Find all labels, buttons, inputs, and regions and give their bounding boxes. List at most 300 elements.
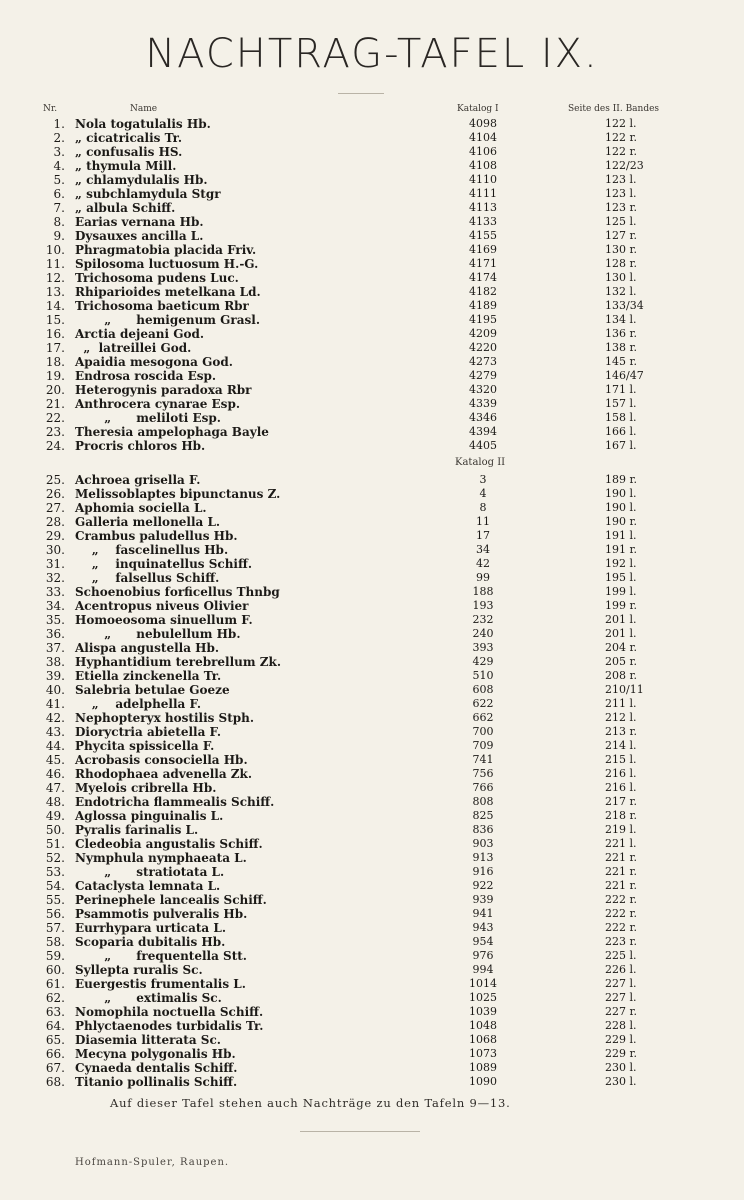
table-row — [0, 669, 744, 683]
page-reference: 229 r. — [605, 1047, 638, 1060]
species-name: Myelois cribrella Hb. — [75, 781, 217, 795]
katalog-number: 1090 — [469, 1075, 497, 1088]
katalog-number: 4110 — [469, 173, 497, 186]
table-row — [0, 369, 744, 383]
footer-divider — [300, 1131, 420, 1132]
row-number: 29. — [45, 529, 65, 543]
row-number: 21. — [45, 397, 65, 411]
katalog-number: 4394 — [469, 425, 497, 438]
row-number: 34. — [45, 599, 65, 613]
species-name: „ nebulellum Hb. — [75, 627, 241, 641]
row-number: 53. — [45, 865, 65, 879]
page-reference: 227 r. — [605, 1005, 638, 1018]
page-reference: 145 r. — [605, 355, 638, 368]
species-name: Heterogynis paradoxa Rbr — [75, 383, 252, 397]
katalog-number: 913 — [472, 851, 494, 864]
row-number: 58. — [45, 935, 65, 949]
species-name: „ adelphella F. — [75, 697, 201, 711]
katalog-number: 622 — [472, 697, 494, 710]
species-name: Diasemia litterata Sc. — [75, 1033, 221, 1047]
page-reference: 226 l. — [605, 963, 637, 976]
row-number: 32. — [45, 571, 65, 585]
katalog-number: 4320 — [469, 383, 497, 396]
katalog-number: 17 — [476, 529, 490, 542]
katalog-number: 4220 — [469, 341, 497, 354]
species-name: Melissoblaptes bipunctanus Z. — [75, 487, 281, 501]
katalog-number: 4155 — [469, 229, 497, 242]
species-name: „ extimalis Sc. — [75, 991, 222, 1005]
species-name: „ chlamydulalis Hb. — [75, 173, 208, 187]
page-reference: 125 l. — [605, 215, 637, 228]
table-row — [0, 725, 744, 739]
header-katalog: Katalog I — [457, 104, 499, 114]
row-number: 41. — [45, 697, 65, 711]
katalog-number: 1089 — [469, 1061, 497, 1074]
species-name: Acrobasis consociella Hb. — [75, 753, 248, 767]
species-name: Rhodophaea advenella Zk. — [75, 767, 253, 781]
table-row — [0, 921, 744, 935]
row-number: 14. — [45, 299, 65, 313]
table-row — [0, 411, 744, 425]
row-number: 8. — [53, 215, 65, 229]
species-name: „ cicatricalis Tr. — [75, 131, 183, 145]
table-row — [0, 683, 744, 697]
table-row — [0, 851, 744, 865]
table-row — [0, 1047, 744, 1061]
katalog-number: 99 — [476, 571, 490, 584]
row-number: 13. — [45, 285, 65, 299]
katalog-number: 8 — [479, 501, 487, 514]
row-number: 43. — [45, 725, 65, 739]
katalog-number: 4209 — [469, 327, 497, 340]
row-number: 5. — [53, 173, 65, 187]
page-reference: 191 l. — [605, 529, 637, 542]
table-row — [0, 879, 744, 893]
title-divider — [338, 93, 384, 94]
table-row — [0, 977, 744, 991]
row-number: 37. — [45, 641, 65, 655]
table-row — [0, 949, 744, 963]
page-reference: 221 l. — [605, 837, 637, 850]
species-name: „ latreillei God. — [75, 341, 192, 355]
table-row — [0, 215, 744, 229]
row-number: 23. — [45, 425, 65, 439]
species-name: Titanio pollinalis Schiff. — [75, 1075, 238, 1089]
species-name: Alispa angustella Hb. — [75, 641, 220, 655]
species-name: „ albula Schiff. — [75, 201, 176, 215]
row-number: 19. — [45, 369, 65, 383]
page-reference: 190 r. — [605, 515, 638, 528]
page-reference: 216 l. — [605, 781, 637, 794]
species-name: Eurrhypara urticata L. — [75, 921, 226, 935]
species-name: Cataclysta lemnata L. — [75, 879, 221, 893]
table-row — [0, 397, 744, 411]
page-reference: 223 r. — [605, 935, 638, 948]
katalog-number: 34 — [476, 543, 490, 556]
species-name: Mecyna polygonalis Hb. — [75, 1047, 236, 1061]
page-reference: 221 r. — [605, 865, 638, 878]
species-name: Trichosoma baeticum Rbr — [75, 299, 249, 313]
species-name: Rhiparioides metelkana Ld. — [75, 285, 261, 299]
table-row — [0, 963, 744, 977]
katalog-number: 976 — [472, 949, 494, 962]
table-row — [0, 697, 744, 711]
katalog-number: 4113 — [469, 201, 497, 214]
row-number: 47. — [45, 781, 65, 795]
species-name: „ subchlamydula Stgr — [75, 187, 221, 201]
page-reference: 225 l. — [605, 949, 637, 962]
species-name: „ thymula Mill. — [75, 159, 177, 173]
species-name: Euergestis frumentalis L. — [75, 977, 246, 991]
table-row — [0, 543, 744, 557]
katalog-number: 1048 — [469, 1019, 497, 1032]
row-number: 1. — [53, 117, 65, 131]
species-name: Earias vernana Hb. — [75, 215, 204, 229]
katalog-number: 922 — [472, 879, 494, 892]
page-reference: 122 l. — [605, 117, 637, 130]
page-reference: 199 r. — [605, 599, 638, 612]
row-number: 52. — [45, 851, 65, 865]
katalog-number: 943 — [472, 921, 494, 934]
katalog-number: 429 — [472, 655, 494, 668]
page-reference: 218 r. — [605, 809, 638, 822]
page-reference: 128 r. — [605, 257, 638, 270]
table-row — [0, 159, 744, 173]
header-name: Name — [130, 104, 158, 114]
katalog-number: 4182 — [469, 285, 497, 298]
row-number: 4. — [53, 159, 65, 173]
page-reference: 122/23 — [605, 159, 644, 172]
row-number: 38. — [45, 655, 65, 669]
katalog-number: 903 — [472, 837, 494, 850]
row-number: 66. — [45, 1047, 65, 1061]
katalog-number: 4195 — [469, 313, 497, 326]
katalog-number: 42 — [476, 557, 490, 570]
row-number: 45. — [45, 753, 65, 767]
species-name: Perinephele lancealis Schiff. — [75, 893, 267, 907]
katalog-number: 1068 — [469, 1033, 497, 1046]
page-reference: 138 r. — [605, 341, 638, 354]
katalog-number: 232 — [472, 613, 494, 626]
species-table — [0, 117, 744, 1089]
species-name: „ fascelinellus Hb. — [75, 543, 229, 557]
table-row — [0, 271, 744, 285]
katalog-number: 393 — [472, 641, 494, 654]
table-row — [0, 557, 744, 571]
page-reference: 214 l. — [605, 739, 637, 752]
table-row — [0, 655, 744, 669]
table-row — [0, 809, 744, 823]
katalog-number: 4174 — [469, 271, 497, 284]
page-reference: 195 l. — [605, 571, 637, 584]
species-name: „ frequentella Stt. — [75, 949, 247, 963]
table-row — [0, 1075, 744, 1089]
katalog-number: 662 — [472, 711, 494, 724]
page-reference: 130 r. — [605, 243, 638, 256]
page-reference: 221 r. — [605, 879, 638, 892]
species-name: „ meliloti Esp. — [75, 411, 221, 425]
row-number: 15. — [45, 313, 65, 327]
table-row — [0, 767, 744, 781]
row-number: 63. — [45, 1005, 65, 1019]
katalog-number: 4133 — [469, 215, 497, 228]
page-reference: 123 r. — [605, 201, 638, 214]
table-row — [0, 285, 744, 299]
species-name: Dysauxes ancilla L. — [75, 229, 204, 243]
row-number: 55. — [45, 893, 65, 907]
species-name: Nomophila noctuella Schiff. — [75, 1005, 264, 1019]
katalog-number: 240 — [472, 627, 494, 640]
katalog-number: 188 — [472, 585, 494, 598]
species-name: Arctia dejeani God. — [75, 327, 205, 341]
page-reference: 205 r. — [605, 655, 638, 668]
page-reference: 227 l. — [605, 977, 637, 990]
katalog-number: 1014 — [469, 977, 497, 990]
table-row — [0, 865, 744, 879]
table-row — [0, 711, 744, 725]
page-reference: 130 l. — [605, 271, 637, 284]
page-reference: 190 l. — [605, 501, 637, 514]
row-number: 26. — [45, 487, 65, 501]
katalog-number: 700 — [472, 725, 494, 738]
page-reference: 221 r. — [605, 851, 638, 864]
species-name: Endotricha flammealis Schiff. — [75, 795, 275, 809]
katalog-number: 4279 — [469, 369, 497, 382]
subheader-katalog-2: Katalog II — [455, 457, 506, 468]
katalog-number: 4106 — [469, 145, 497, 158]
katalog-number: 1025 — [469, 991, 497, 1004]
page-reference: 216 l. — [605, 767, 637, 780]
katalog-number: 941 — [472, 907, 494, 920]
species-name: Cledeobia angustalis Schiff. — [75, 837, 263, 851]
katalog-number: 4 — [479, 487, 487, 500]
row-number: 3. — [53, 145, 65, 159]
row-number: 35. — [45, 613, 65, 627]
row-number: 36. — [45, 627, 65, 641]
table-row — [0, 893, 744, 907]
species-name: Schoenobius forficellus Thnbg — [75, 585, 280, 599]
katalog-number: 4339 — [469, 397, 497, 410]
row-number: 59. — [45, 949, 65, 963]
page-reference: 123 l. — [605, 187, 637, 200]
footnote: Auf dieser Tafel stehen auch Nachträge zu den Tafeln 9—13. — [110, 1096, 511, 1110]
page-reference: 201 l. — [605, 627, 637, 640]
species-name: „ stratiotata L. — [75, 865, 225, 879]
species-name: „ inquinatellus Schiff. — [75, 557, 253, 571]
row-number: 16. — [45, 327, 65, 341]
row-number: 51. — [45, 837, 65, 851]
table-row — [0, 439, 744, 453]
species-name: „ confusalis HS. — [75, 145, 183, 159]
row-number: 54. — [45, 879, 65, 893]
species-name: Nephopteryx hostilis Stph. — [75, 711, 255, 725]
page-reference: 134 l. — [605, 313, 637, 326]
page-reference: 123 l. — [605, 173, 637, 186]
katalog-number: 11 — [476, 515, 490, 528]
species-name: Nymphula nymphaeata L. — [75, 851, 247, 865]
row-number: 42. — [45, 711, 65, 725]
species-name: Phragmatobia placida Friv. — [75, 243, 257, 257]
katalog-number: 756 — [472, 767, 494, 780]
row-number: 17. — [45, 341, 65, 355]
table-row — [0, 613, 744, 627]
table-row — [0, 501, 744, 515]
row-number: 27. — [45, 501, 65, 515]
row-number: 40. — [45, 683, 65, 697]
page-reference: 208 r. — [605, 669, 638, 682]
row-number: 25. — [45, 473, 65, 487]
row-number: 31. — [45, 557, 65, 571]
species-name: Crambus paludellus Hb. — [75, 529, 238, 543]
table-row — [0, 327, 744, 341]
row-number: 7. — [53, 201, 65, 215]
row-number: 30. — [45, 543, 65, 557]
row-number: 61. — [45, 977, 65, 991]
table-row — [0, 355, 744, 369]
table-row — [0, 341, 744, 355]
row-number: 39. — [45, 669, 65, 683]
page-title: NACHTRAG-TAFEL IX. — [145, 31, 599, 77]
katalog-number: 836 — [472, 823, 494, 836]
page-reference: 204 r. — [605, 641, 638, 654]
table-row — [0, 187, 744, 201]
table-row — [0, 585, 744, 599]
species-name: Acentropus niveus Olivier — [75, 599, 249, 613]
page-reference: 189 r. — [605, 473, 638, 486]
katalog-number: 4405 — [469, 439, 497, 452]
species-name: Apaidia mesogona God. — [75, 355, 233, 369]
row-number: 49. — [45, 809, 65, 823]
table-row — [0, 627, 744, 641]
table-row — [0, 487, 744, 501]
table-row — [0, 599, 744, 613]
table-row — [0, 935, 744, 949]
katalog-number: 741 — [472, 753, 494, 766]
table-row — [0, 1005, 744, 1019]
row-number: 11. — [45, 257, 65, 271]
table-row — [0, 781, 744, 795]
row-number: 56. — [45, 907, 65, 921]
row-number: 18. — [45, 355, 65, 369]
species-name: Endrosa roscida Esp. — [75, 369, 217, 383]
page-reference: 210/11 — [605, 683, 644, 696]
katalog-number: 193 — [472, 599, 494, 612]
species-name: Anthrocera cynarae Esp. — [75, 397, 241, 411]
row-number: 65. — [45, 1033, 65, 1047]
page-reference: 157 l. — [605, 397, 637, 410]
katalog-number: 954 — [472, 935, 494, 948]
page-reference: 136 r. — [605, 327, 638, 340]
species-name: Psammotis pulveralis Hb. — [75, 907, 248, 921]
page-reference: 222 r. — [605, 921, 638, 934]
credit: Hofmann-Spuler, Raupen. — [75, 1157, 230, 1168]
page-reference: 201 l. — [605, 613, 637, 626]
species-name: Dioryctria abietella F. — [75, 725, 222, 739]
species-name: Nola togatulalis Hb. — [75, 117, 211, 131]
katalog-number: 1073 — [469, 1047, 497, 1060]
table-row — [0, 641, 744, 655]
katalog-number: 825 — [472, 809, 494, 822]
table-row — [0, 131, 744, 145]
species-name: Procris chloros Hb. — [75, 439, 206, 453]
page-reference: 222 r. — [605, 907, 638, 920]
katalog-number: 4189 — [469, 299, 497, 312]
page-reference: 146/47 — [605, 369, 644, 382]
table-row — [0, 457, 744, 487]
table-row — [0, 823, 744, 837]
row-number: 46. — [45, 767, 65, 781]
row-number: 28. — [45, 515, 65, 529]
row-number: 9. — [53, 229, 65, 243]
row-number: 50. — [45, 823, 65, 837]
page-reference: 215 l. — [605, 753, 637, 766]
page-reference: 228 l. — [605, 1019, 637, 1032]
page-reference: 171 l. — [605, 383, 637, 396]
page-reference: 122 r. — [605, 131, 638, 144]
species-name: Trichosoma pudens Luc. — [75, 271, 239, 285]
page-reference: 212 l. — [605, 711, 637, 724]
species-name: Pyralis farinalis L. — [75, 823, 199, 837]
table-row — [0, 795, 744, 809]
page-reference: 132 l. — [605, 285, 637, 298]
page-reference: 199 l. — [605, 585, 637, 598]
row-number: 24. — [45, 439, 65, 453]
row-number: 67. — [45, 1061, 65, 1075]
katalog-number: 3 — [479, 473, 487, 486]
table-row — [0, 313, 744, 327]
table-row — [0, 299, 744, 313]
species-name: Cynaeda dentalis Schiff. — [75, 1061, 238, 1075]
katalog-number: 4346 — [469, 411, 497, 424]
katalog-number: 4169 — [469, 243, 497, 256]
species-name: Aglossa pinguinalis L. — [75, 809, 224, 823]
table-row — [0, 1033, 744, 1047]
row-number: 62. — [45, 991, 65, 1005]
species-name: Salebria betulae Goeze — [75, 683, 230, 697]
species-name: Phlyctaenodes turbidalis Tr. — [75, 1019, 264, 1033]
katalog-number: 808 — [472, 795, 494, 808]
page-reference: 190 l. — [605, 487, 637, 500]
row-number: 48. — [45, 795, 65, 809]
table-row — [0, 173, 744, 187]
katalog-number: 608 — [472, 683, 494, 696]
katalog-number: 994 — [472, 963, 494, 976]
table-row — [0, 991, 744, 1005]
katalog-number: 4171 — [469, 257, 497, 270]
page-reference: 211 l. — [605, 697, 637, 710]
katalog-number: 4098 — [469, 117, 497, 130]
page-reference: 133/34 — [605, 299, 644, 312]
page-reference: 213 r. — [605, 725, 638, 738]
species-name: Theresia ampelophaga Bayle — [75, 425, 269, 439]
table-row — [0, 1061, 744, 1075]
species-name: „ falsellus Schiff. — [75, 571, 220, 585]
row-number: 20. — [45, 383, 65, 397]
page-reference: 227 l. — [605, 991, 637, 1004]
row-number: 2. — [53, 131, 65, 145]
page-reference: 219 l. — [605, 823, 637, 836]
row-number: 57. — [45, 921, 65, 935]
page-reference: 122 r. — [605, 145, 638, 158]
row-number: 44. — [45, 739, 65, 753]
table-row — [0, 753, 744, 767]
species-name: Etiella zinckenella Tr. — [75, 669, 222, 683]
row-number: 68. — [45, 1075, 65, 1089]
katalog-number: 766 — [472, 781, 494, 794]
katalog-number: 4111 — [469, 187, 497, 200]
table-row — [0, 201, 744, 215]
species-name: Hyphantidium terebrellum Zk. — [75, 655, 282, 669]
